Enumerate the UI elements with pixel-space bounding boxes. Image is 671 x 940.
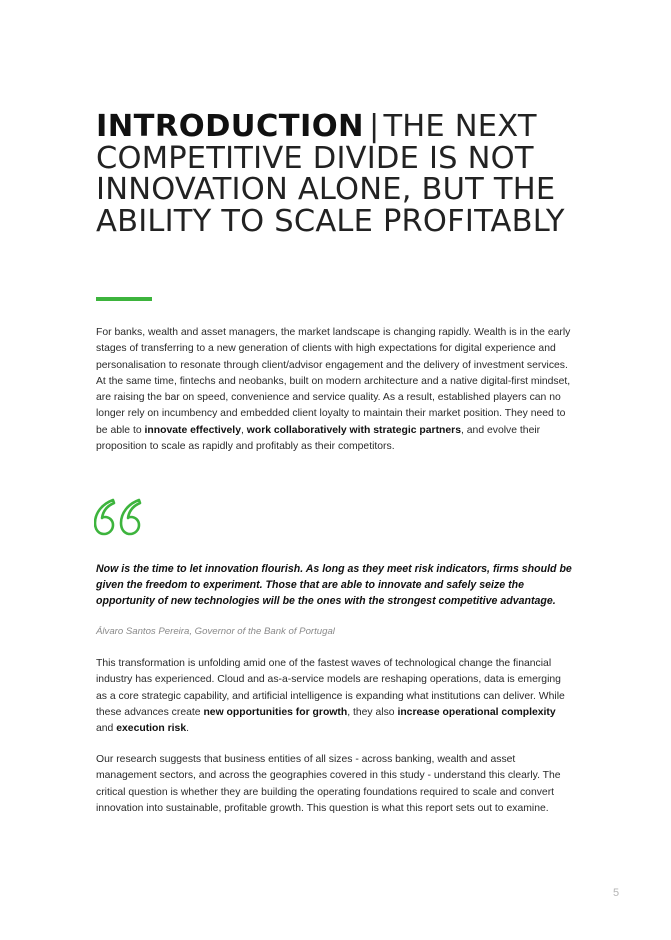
intro-emphasis: innovate effectively [144, 424, 241, 436]
quote-attribution: Álvaro Santos Pereira, Governor of the Bank of Portugal [96, 626, 335, 637]
pull-quote: Now is the time to let innovation flourish. As long as they meet risk indicators, firms should be given the freedom to experiment. Those that are able to innovate and safely seize the opportunity of new technologies will be the ones with the strongest competitive advantage. [96, 563, 572, 607]
intro-text: , and evolve their proposition to scale as rapidly and profitably as their competitors. [96, 424, 541, 453]
accent-rule [96, 297, 152, 301]
transformation-emphasis: new opportunities for growth [203, 706, 348, 718]
page-number: 5 [613, 887, 620, 899]
research-paragraph: Our research suggests that business entities of all sizes - across banking, wealth and asset management sectors, and across the geographies covered in this study - understand this clearly. The critical question is whether they are building the operating foundations required to scale and convert innovation into sustainable, profitable growth. This question is what this report sets out to examine. [96, 754, 561, 814]
intro-paragraph [96, 325, 574, 455]
page-heading [96, 111, 616, 237]
quote-mark-icon [94, 498, 142, 536]
transformation-emphasis: increase operational complexity [397, 706, 556, 718]
intro-text: , [240, 424, 247, 436]
intro-emphasis: work collaboratively with strategic partners [246, 424, 461, 436]
heading-separator: | [368, 109, 380, 144]
intro-text: For banks, wealth and asset managers, the market landscape is changing rapidly. Wealth is in the early stages of transferring to a new generation of clients with high expectations for digital experience and personalisation to resonate through client/advisor engagement and the delivery of investment services. At the same time, fintechs and neobanks, built on modern architecture and a native digital-first mindset, are raising the bar on speed, convenience and service quality. As a result, established players can no longer rely on incumbency and embedded client loyalty to maintain their market position. They need to be able to [96, 327, 571, 436]
transformation-text: , they also [347, 706, 398, 718]
heading-subtitle: THE NEXT COMPETITIVE DIVIDE IS NOT INNOVATION ALONE, BUT THE ABILITY TO SCALE PROFITABLY [96, 109, 565, 239]
transformation-text: This transformation is unfolding amid one of the fastest waves of technological change the financial industry has experienced. Cloud and as-a-service models are reshaping operations, data is emerging as a core strategic capability, and artificial intelligence is expanding what institutions can deliver. While these advances create [96, 658, 565, 718]
transformation-text: . [186, 723, 190, 735]
heading-bold: INTRODUCTION [96, 109, 364, 144]
transformation-paragraph [96, 656, 574, 737]
transformation-text: and [96, 723, 117, 735]
transformation-emphasis: execution risk [116, 723, 187, 735]
